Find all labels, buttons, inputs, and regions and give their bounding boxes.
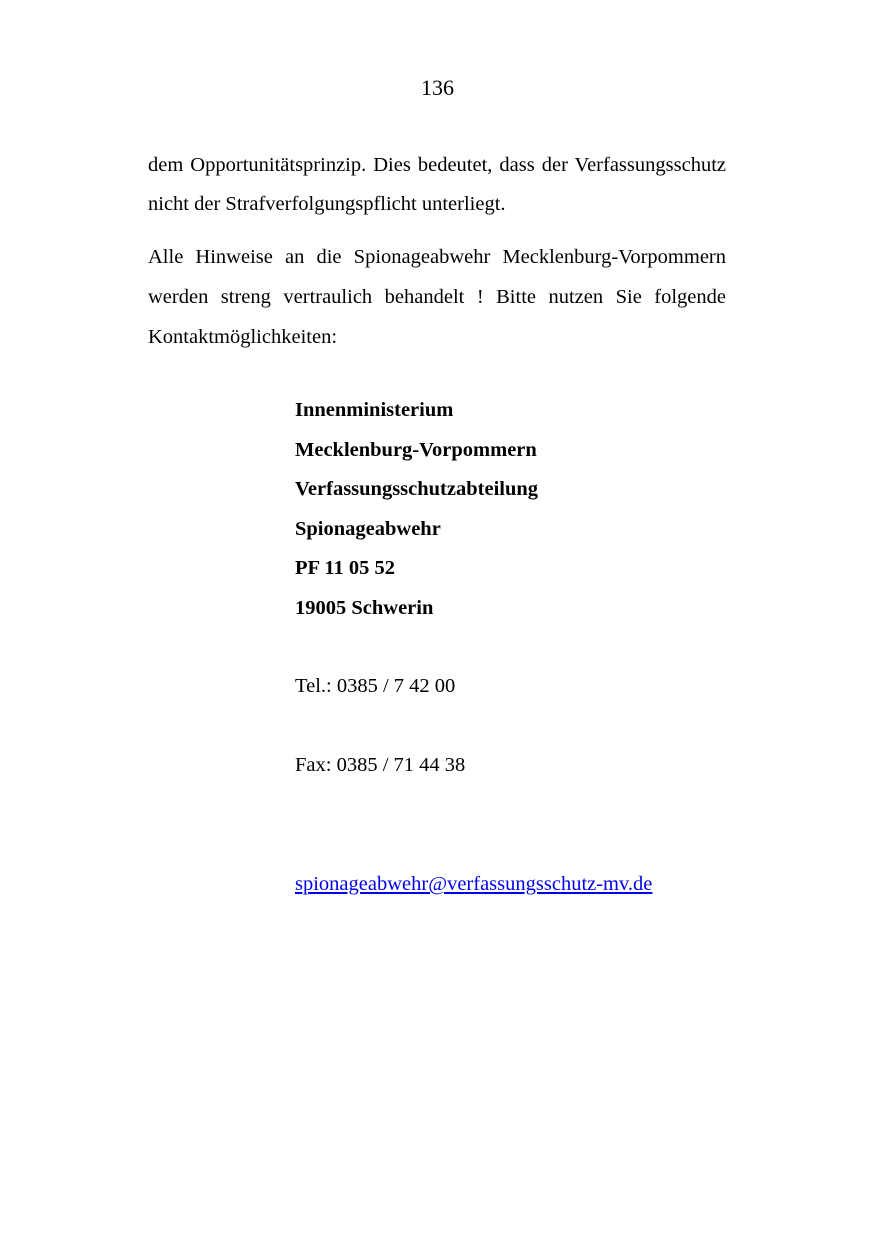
body-paragraph-contact-intro: Alle Hinweise an die Spionageabwehr Mecklenburg-Vorpommern werden streng vertraulich behandelt ! Bitte nutzen Sie folgende Kontaktmöglichkeiten: xyxy=(148,246,726,348)
phone-number: Tel.: 0385 / 7 42 00 xyxy=(295,675,456,697)
address-line-postbox: PF 11 05 52 xyxy=(295,557,396,579)
address-line-state: Mecklenburg-Vorpommern xyxy=(295,439,537,461)
address-line-city: 19005 Schwerin xyxy=(295,597,434,619)
address-line-ministry: Innenministerium xyxy=(295,399,454,421)
body-paragraph-opportunity: dem Opportunitätsprinzip. Dies bedeutet, dass der Verfassungsschutz nicht der Strafverfolgungspflicht unterliegt. xyxy=(148,154,726,215)
address-line-department: Verfassungsschutzabteilung xyxy=(295,478,539,500)
fax-number: Fax: 0385 / 71 44 38 xyxy=(295,754,466,776)
address-line-unit: Spionageabwehr xyxy=(295,518,441,540)
page-number: 136 xyxy=(421,75,454,100)
email-link[interactable]: spionageabwehr@verfassungsschutz-mv.de xyxy=(295,873,653,895)
